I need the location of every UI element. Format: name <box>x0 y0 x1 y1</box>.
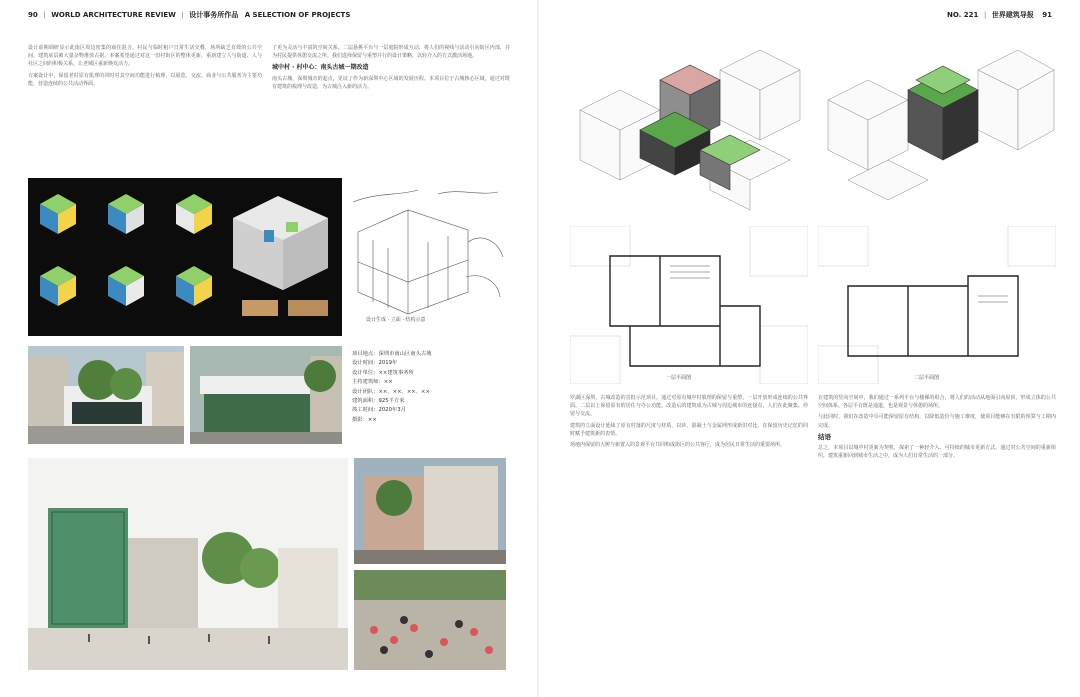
section-heading: 城中村 · 村中心：南头古城一期改造 <box>272 64 369 72</box>
body-text-column-1 <box>28 44 262 172</box>
paragraph: 与此同时，我们在改造中尽可能保留原有结构，以降低造价与施工难度，使项目能够在有限的预算与工期内完成。 <box>818 414 1056 429</box>
floor-plan-drawing-2 <box>818 226 1056 384</box>
paragraph: 了更为灵活与丰富的空间关系。二层悬挑平台与一层庭院形成互动，将人们的视线与活动引向街区内部，并为村民提供休憩交流之所。我们选择保留与重塑并行的设计策略，以轻介入的方式激活场地。 <box>272 45 510 60</box>
axonometric-drawing-1 <box>570 40 808 218</box>
section-label: 设计事务所作品 <box>189 11 239 19</box>
info-line: 竣工时间：2020年3月 <box>352 407 406 414</box>
building-photo <box>354 458 506 564</box>
magazine-title: WORLD ARCHITECTURE REVIEW <box>51 11 176 19</box>
body-text-column-2 <box>272 44 510 172</box>
paragraph: 设计前期调研显示此街区周边密集的商住混合，村民与临时租户日常生活交叠，场所缺乏有效的公共空间，建筑底层被大量杂物堆放占据。本案希望通过对这一旧村街区的整体更新，重新建立人与街道、人与社区之间的积极关系，让老城区重新焕发活力。 <box>28 45 262 68</box>
info-line: 设计时间：2019年 <box>352 360 398 367</box>
info-line: 建筑面积：925平方米 <box>352 398 405 405</box>
section-rendering-illustration <box>28 458 348 670</box>
paragraph: 在建筑的竖向空间中，我们通过一系列平台与楼梯的组合，将人们的活动从地面引向屋顶，形成立体的公共空间体系。各层平台既是通道，也是观景与休憩的场所。 <box>818 395 1056 410</box>
plan-label: 二层平面图 <box>914 375 940 381</box>
body-text-column-3 <box>570 394 808 684</box>
right-page <box>540 0 1080 697</box>
info-line: 设计团队：××、××、××、×× <box>352 388 430 395</box>
street-photo-2 <box>190 346 342 444</box>
body-text-column-4 <box>818 394 1056 684</box>
paragraph: 南头古城，深圳城市的起点，见证了作为新深圳中心区域的发展历程。本项目位于古城核心区域，通过对既有建筑的梳理与改造，为古城注入新的活力。 <box>272 75 510 90</box>
page-number: 90 <box>28 11 38 19</box>
street-photo-illustration <box>28 346 184 444</box>
axonometric-illustration-1 <box>570 40 808 218</box>
left-page-header: 90 | WORLD ARCHITECTURE REVIEW | 设计事务所作品 A SELECTION OF PROJECTS <box>28 11 351 19</box>
concept-sketch <box>348 182 510 328</box>
axonometric-illustration-2 <box>818 40 1056 218</box>
ground-floor-plan <box>570 226 808 384</box>
facade-photo-illustration <box>190 346 342 444</box>
model-photo-board <box>28 178 342 336</box>
info-line: 项目地点：深圳市南山区南头古城 <box>352 351 432 357</box>
page-number: 91 <box>1042 11 1052 19</box>
paragraph: 方案设计中，保留老村原有肌理的同时对其空间功能进行梳理，以展览、交流、商业与公共服务为主要功能，营造连续的公共活动界面。 <box>28 72 262 87</box>
info-line: 摄影：×× <box>352 416 377 423</box>
street-photo-1 <box>28 346 184 444</box>
crowd-photo-illustration <box>354 570 506 670</box>
info-line: 主持建筑师：×× <box>352 379 393 386</box>
plan-label: 一层平面图 <box>666 375 692 381</box>
paragraph: 建筑的立面设计延续了原有村落的尺度与材质，以砖、混凝土与金属网形成新旧对比，在保留历史记忆的同时赋予建筑新的表情。 <box>570 422 808 437</box>
building-photo-illustration <box>354 458 506 564</box>
section-label-en: A SELECTION OF PROJECTS <box>244 11 351 19</box>
issue-number: NO. 221 <box>947 11 979 19</box>
paragraph: 总之，本项目以城中村更新为契机，探索了一种轻介入、可持续的城市更新方式。通过对公共空间的重新组织，建筑重新回到城市生活之中，成为人们日常生活的一部分。 <box>818 445 1056 460</box>
paragraph: 场地内保留的大树与新置入的景观平台共同构成街区的公共客厅，成为居民日常生活的重要场所。 <box>570 442 786 449</box>
magazine-title-cn: 世界建筑导报 <box>991 11 1034 19</box>
floor-plan-drawing-1 <box>570 226 808 384</box>
sketch-drawing <box>348 182 510 328</box>
conclusion-heading: 结语 <box>818 432 831 441</box>
crowd-photo <box>354 570 506 670</box>
paragraph: 罗湖区深圳，古城改造的首批示范项目。通过对原有城中村肌理的保留与重塑，一层开放形成连续的公共界面，二层以上保留原有的居住与办公功能。改造后的建筑成为古城与周边城市的连接点，人们在此聚集、停留与交流。 <box>570 395 808 418</box>
section-rendering <box>28 458 348 670</box>
upper-floor-plan <box>818 226 1056 384</box>
right-page-header: NO. 221 | 世界建筑导报 91 <box>947 11 1052 19</box>
project-info-block <box>352 350 512 425</box>
info-line: 设计单位：××建筑事务所 <box>352 369 414 376</box>
massing-models-illustration <box>28 178 342 336</box>
figure-caption: 设计生成 · 立面 · 结构示意 <box>366 317 426 323</box>
axonometric-drawing-2 <box>818 40 1056 218</box>
